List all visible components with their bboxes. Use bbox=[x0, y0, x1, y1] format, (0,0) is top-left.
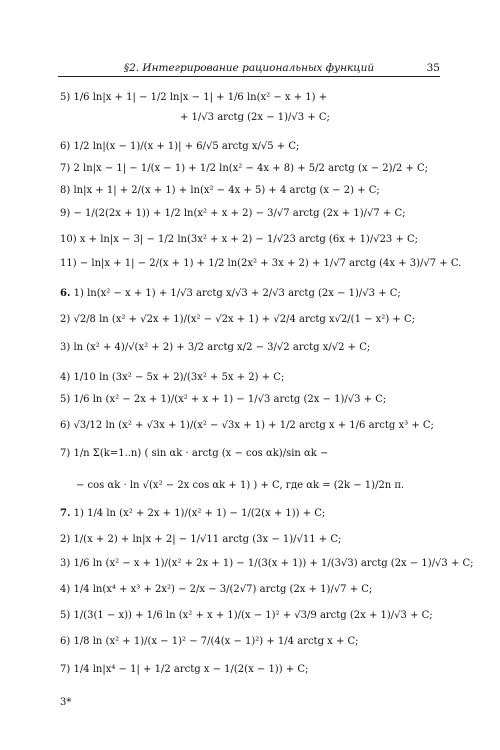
answer-label: 7. 1) bbox=[60, 508, 88, 519]
answer-expression: 1/6 ln (x² − x + 1)/(x² + 2x + 1) − 1/(3(x + 1)) + 1/(3√3) arctg (2x − 1)/√3 + C; bbox=[73, 558, 474, 569]
answer-line bbox=[60, 314, 450, 326]
answer-label: 9) bbox=[60, 208, 74, 219]
answer-label: 5) bbox=[60, 610, 74, 621]
answer-expression: 1/6 ln|x + 1| − 1/2 ln|x − 1| + 1/6 ln(x² − x + 1) + bbox=[73, 92, 328, 103]
answer-line bbox=[60, 372, 450, 384]
answer-expression: + 1/√3 arctg (2x − 1)/√3 + C; bbox=[180, 112, 330, 123]
answer-expression: 1/6 ln (x² − 2x + 1)/(x² + x + 1) − 1/√3 arctg (2x − 1)/√3 + C; bbox=[73, 394, 387, 405]
answer-line bbox=[76, 480, 450, 492]
answer-line bbox=[60, 342, 450, 354]
answer-expression: 1/8 ln (x² + 1)/(x − 1)² − 7/(4(x − 1)²) + 1/4 arctg x + C; bbox=[73, 636, 359, 647]
answer-label: 7) bbox=[60, 664, 74, 675]
page-number: 35 bbox=[426, 62, 440, 74]
answer-label: 10) bbox=[60, 234, 80, 245]
answer-line bbox=[60, 163, 450, 175]
answer-line bbox=[180, 112, 450, 124]
answer-expression: √3/12 ln (x² + √3x + 1)/(x² − √3x + 1) + 1/2 arctg x + 1/6 arctg x³ + C; bbox=[73, 420, 434, 431]
answer-line bbox=[60, 508, 450, 520]
answer-line bbox=[60, 92, 450, 104]
answer-line bbox=[60, 288, 450, 300]
answer-expression: 1/2 ln|(x − 1)/(x + 1)| + 6/√5 arctg x/√5 + C; bbox=[73, 141, 300, 152]
answer-line bbox=[60, 394, 450, 406]
answer-line bbox=[60, 448, 450, 460]
running-header bbox=[58, 62, 440, 77]
answer-label: 3) bbox=[60, 342, 74, 353]
answer-label: 3) bbox=[60, 558, 74, 569]
answer-label: 2) bbox=[60, 534, 74, 545]
answer-expression: 2 ln|x − 1| − 1/(x − 1) + 1/2 ln(x² − 4x + 8) + 5/2 arctg (x − 2)/2 + C; bbox=[73, 163, 429, 174]
answer-line bbox=[60, 534, 450, 546]
answer-label: 7) bbox=[60, 163, 74, 174]
answer-expression: 1/4 ln(x⁴ + x³ + 2x²) − 2/x − 3/(2√7) arctg (2x + 1)/√7 + C; bbox=[73, 584, 373, 595]
signature-mark: 3* bbox=[60, 697, 72, 708]
answer-expression: 1/(x + 2) + ln|x + 2| − 1/√11 arctg (3x − 1)/√11 + C; bbox=[73, 534, 342, 545]
answer-line bbox=[60, 610, 450, 622]
answer-label: 2) bbox=[60, 314, 74, 325]
answer-expression: 1/n Σ(k=1..n) ( sin αk · arctg (x − cos αk)/sin αk − bbox=[73, 448, 329, 459]
answer-expression: 1/4 ln (x² + 2x + 1)/(x² + 1) − 1/(2(x + 1)) + C; bbox=[87, 508, 326, 519]
answer-label: 8) bbox=[60, 185, 74, 196]
answer-expression: − 1/(2(2x + 1)) + 1/2 ln(x² + x + 2) − 3/√7 arctg (2x + 1)/√7 + C; bbox=[73, 208, 406, 219]
answer-line bbox=[60, 208, 450, 220]
answer-label: 5) bbox=[60, 394, 74, 405]
answer-expression: 1/4 ln|x⁴ − 1| + 1/2 arctg x − 1/(2(x − 1)) + C; bbox=[73, 664, 309, 675]
answer-expression: √2/8 ln (x² + √2x + 1)/(x² − √2x + 1) + √2/4 arctg x√2/(1 − x²) + C; bbox=[73, 314, 415, 325]
answer-line bbox=[60, 636, 450, 648]
answer-line bbox=[60, 258, 462, 270]
answer-expression: ln|x + 1| + 2/(x + 1) + ln(x² − 4x + 5) + 4 arctg (x − 2) + C; bbox=[73, 185, 380, 196]
answer-label: 4) bbox=[60, 372, 74, 383]
answer-line bbox=[60, 234, 450, 246]
answer-label: 6) bbox=[60, 420, 74, 431]
answer-label: 6) bbox=[60, 141, 74, 152]
answer-label: 7) bbox=[60, 448, 74, 459]
answer-label: 4) bbox=[60, 584, 74, 595]
answer-line bbox=[60, 185, 450, 197]
answer-label: 5) bbox=[60, 92, 74, 103]
answer-expression: − ln|x + 1| − 2/(x + 1) + 1/2 ln(2x² + 3x + 2) + 1/√7 arctg (4x + 3)/√7 + C. bbox=[79, 258, 462, 269]
section-title: §2. Интегрирование рациональных функций bbox=[123, 62, 375, 74]
answer-expression: 1/10 ln (3x² − 5x + 2)/(3x² + 5x + 2) + C; bbox=[73, 372, 285, 383]
answer-expression: ln(x² − x + 1) + 1/√3 arctg x/√3 + 2/√3 arctg (2x − 1)/√3 + C; bbox=[87, 288, 401, 299]
answer-line bbox=[60, 420, 450, 432]
answer-expression: x + ln|x − 3| − 1/2 ln(3x² + x + 2) − 1/√23 arctg (6x + 1)/√23 + C; bbox=[79, 234, 419, 245]
answer-label: 6. 1) bbox=[60, 288, 88, 299]
answer-expression: ln (x² + 4)/√(x² + 2) + 3/2 arctg x/2 − 3/√2 arctg x/√2 + C; bbox=[73, 342, 371, 353]
answer-line bbox=[60, 584, 450, 596]
answer-label: 6) bbox=[60, 636, 74, 647]
answer-expression: 1/(3(1 − x)) + 1/6 ln (x² + x + 1)/(x − 1)² + √3/9 arctg (2x + 1)/√3 + C; bbox=[73, 610, 433, 621]
answer-line bbox=[60, 664, 450, 676]
answer-line bbox=[60, 141, 450, 153]
answer-expression: − cos αk · ln √(x² − 2x cos αk + 1) ) + C, где αk = (2k − 1)/2n π. bbox=[76, 480, 405, 491]
answer-label: 11) bbox=[60, 258, 80, 269]
answer-line bbox=[60, 558, 474, 570]
